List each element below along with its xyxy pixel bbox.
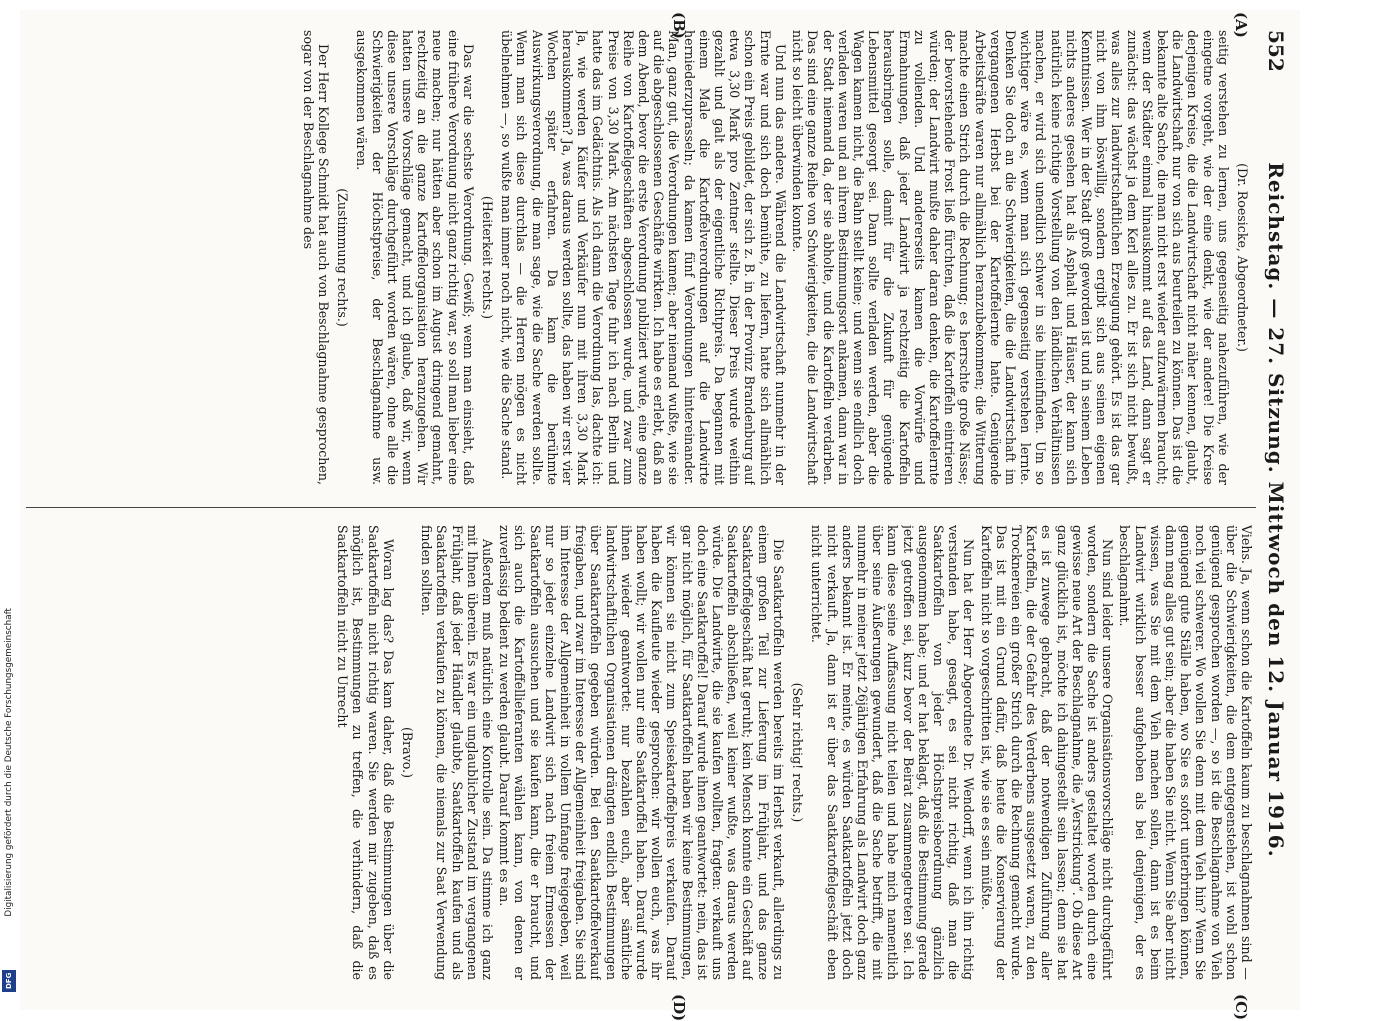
paragraph: Woran lag das? Das kam daher, daß die Bestimmungen über die Saatkartoffeln nicht richtig waren. Sie werden mir zugeben, daß es möglich ist, Bestimmungen zu treffen, die verhindern, daß die Saatkartoffeln nicht zu Unrecht — [335, 525, 396, 980]
margin-letter-d: (D) — [670, 994, 688, 1021]
paragraph: seitig verstehen zu lernen, uns gegenseitig nahezuführen, wie der eingetne vorgeht, wie der eine denkt, wie der andere! Die Kreise derjenigen Kreise, die die Landwirtschaft nicht näher kennen, glaubt, die Landwirtschaft nur von sich aus beurteilen zu können. Das ist die bekannte alte Sache, die man nicht erst wieder aufzuwärmen braucht; wenn der Städter einmal hinauskommt auf das Land, dann sagt er zunächst: das wächst ja dem Kerl alles zu. Er ist sich nicht bewußt, was alles zur landwirtschaftlichen Erzeugung gehört. Es ist das gar nicht von ihm böswillig, sondern ergibt sich aus seinen eigenen Kenntnissen. Wer in der Stadt groß geworden ist und in seinem Leben nichts anderes gesehen hat als Asphalt und Häuser, der kann sich natürlich keine richtige Vorstellung von den ländlichen Verhältnissen machen, er wird sich unendlich schwer in sie hineinfinden. Um so wichtiger wäre es, wenn man sich gegenseitig verstehen lernte. Denken Sie doch an die Schwierigkeiten, die die Landwirtschaft im vergangenen Herbst bei der Kartoffelernte hatte. Genügende Arbeitskräfte waren nur allmählich heranzubekommen; die Witterung machte einen Strich durch die Rechnung; es herrschte große Nässe; der bevorstehende Frost ließ fürchten, daß die Kartoffeln eintrieren würden; der Landwirt mußte daher daran denken, die Kartoffelernte zu vollenden. Und andererseits kamen die Vorwürfe und Ermahnungen, daß jeder Landwirt ja rechtzeitig die Kartoffeln herausbringen solle, damit für die Zukunft für genügende Lebensmittel gesorgt sei. Dann sollte verladen werden, aber die Wagen kamen nicht, die Bahn stellt keine; und wenn sie endlich doch verladen waren und an ihrem Bestimmungsort ankamen, dann war in der Stadt niemand da, der sie abholte, und die Kartoffeln verdarben. Das sind eine ganze Reihe von Schwierigkeiten, die die Landwirtschaft nicht so leicht überwinden konnte. — [790, 30, 1231, 485]
paragraph: Und nun das andere. Während die Landwirtschaft nunmehr in der Ernte war und sich doch bemühte, zu liefern, hatte sich allmählich schon ein Preis gebildet, der sich z. B. in der Provinz Brandenburg auf etwa 3,30 Mark pro Zentner stellte. Dieser Preis wurde weithin gezahlt und galt als der eigentliche Richtpreis. Da begannen mit einem Male die Kartoffelverordnungen auf die Landwirte herniederzuprasseln; da kamen fünf Verordnungen hintereinander. Man, ganz gut, die Verordnungen kamen; aber niemand wußte, wie sie auf die abgeschlossenen Geschäfte wirkten. Ich habe es erlebt, daß an dem Abend, bevor die erste Verordnung publiziert wurde, eine ganze Reihe von Kartoffelgeschäften abgeschlossen wurde, und zwar zum Preise von 3,30 Mark. Am nächsten Tage fuhr ich nach Berlin und hatte das im Gedächtnis. Als ich dann die Verordnung las, dachte ich: Ja, wie werden Käufer und Verkäufer nun mit ihren 3,30 Mark herauskommen? Ja, was daraus werden sollte, das haben wir erst vier Wochen später erfahren. Da kam die berühmte Auswirkungsverordnung, die man sage, wie die Sache werden sollte. Wenn man sich diese durchlas — die Herren mögen es nicht übelnehmen —, so wußte man immer noch nicht, wie die Sache stand. — [499, 30, 788, 485]
right-column — [14, 525, 1254, 980]
interjection: (Heiterkeit rechts.) — [480, 195, 496, 320]
interjection: (Sehr richtig! rechts.) — [790, 682, 806, 823]
margin-letter-a: (A) — [1232, 12, 1250, 38]
page-number: 552 — [1264, 30, 1288, 72]
column-divider — [26, 507, 1256, 508]
paragraph: Nun sind leider unsere Organisationsvorschläge nicht durchgeführt worden, sondern die Sache ist anders gestaltet worden durch eine gewisse neue Art der Beschlagnahme, die „Verstrickung“. Ob diese Art ganz glücklich ist, möchte ich dahingestellt sein lassen; denn sie hat es ist zuwege gebracht, daß der notwendigen Zuführung aller Kartoffeln, die der Gefahr des Verderbens ausgesetzt waren, zu den Trocknereien ein großer Strich durch die Rechnung gemacht wurde. Das ist mit ein Grund dafür, daß heute die Konservierung der Kartoffeln nicht so vorgeschritten ist, wie sie es sein müßte. — [978, 525, 1116, 980]
margin-letter-c: (C) — [1232, 994, 1250, 1021]
paragraph: Nun hat der Herr Abgeordnete Dr. Wendorff, wenn ich ihn richtig verstanden habe, gesagt, es sei nicht richtig, daß man die Saatkartoffeln von jeder Höchstpreisbeordnung gänzlich ausgenommen habe; und er hat beklagt, daß die Bestimmung gerade jetzt getroffen sei, kurz bevor der Beirat zusammengetreten sei. Ich kann diese seine Auffassung nicht teilen und habe mich namentlich über seine Äußerungen gewundert, daß die Sache betrifft, die mit nunmehr in meiner jetzt 26jährigen Erfahrung als Landwirt doch ganz anders bekannt ist. Er meinte, es würden Saatkartoffeln jetzt doch nicht verkauft. Ja, dann ist er über das Saatkartoffelgeschäft eben nicht unterrichtet. — [809, 525, 977, 980]
paragraph: Das war die sechste Verordnung. Gewiß; wenn man einsieht, daß eine frühere Verordnung nicht ganz richtig war, so soll man lieber eine neue machen; nur hätten aber schon im August dringend gemahnt, rechtzeitig an die ganze Kartoffelorganisation heranzugehen. Wir hatten unsere Vorschläge gemacht, und ich glaube, daß wir, wenn diese unsere Vorschläge durchgeführt worden wären, ohne alle die Schwierigkeiten der Höchstpreise, der Beschlagnahme usw. ausgekommen wären. — [354, 30, 476, 485]
paragraph: Außerdem muß natürlich eine Kontrolle sein. Da stimme ich ganz mit Ihnen überein. Es war ein unglaublicher Zustand im vergangenen Frühjahr, daß jeder Händler glaubte, Saatkartoffeln kaufen und als Saatkartoffeln verkaufen zu können, die niemals zur Saat Verwendung finden sollten. — [419, 525, 496, 980]
page-header — [1258, 30, 1292, 990]
margin-letter-b: (B) — [670, 12, 688, 39]
newspaper-page — [20, 10, 1300, 1021]
page-title: Reichstag. — 27. Sitzung. Mittwoch den 12. Januar 1916. — [1264, 162, 1288, 858]
interjection: (Bravo.) — [400, 726, 416, 779]
dfg-logo: DFG — [2, 970, 16, 992]
interjection: (Zustimmung rechts.) — [335, 188, 351, 327]
paragraph: Viehs. Ja, wenn schon die Kartoffeln kaum zu beschlagnahmen sind — über die Schwierigkeiten, die dem entgegenstehen, ist wohl schon genügend gesprochen worden —, so ist die Beschlagnahme von Vieh noch viel schwerer. Wo wollen Sie denn mit dem Vieh hin? Wenn Sie genügend gute Ställe haben, wo Sie es sofort unterbringen können, dann mag alles gut sein; aber die haben Sie nicht. Wenn Sie aber nicht wissen, was Sie mit dem Vieh machen sollen, dann ist es beim Landwirt wirklich besser aufgehoben als bei denjenigen, der es beschlagnahmt. — [1117, 525, 1254, 980]
paragraph: Die Saatkartoffeln werden bereits im Herbst verkauft, allerdings zu einem großen Teil zur Lieferung im Frühjahr, und das ganze Saatkartoffelgeschäft hat geruht; kein Mensch konnte ein Geschäft auf Saatkartoffeln abschließen, weil keiner wußte, was daraus werden würde. Die Landwirte, die sie kaufen wollten, fragten: verkauft uns doch eine Saatkartoffel! Darauf wurde ihnen geantwortet: nein, das ist gar nicht möglich, für Saatkartoffeln haben wir keine Bestimmungen, wir können sie nicht zum Speisekartoffelpreis verkaufen. Darauf haben die Kaufleute wieder gesprochen: wir wollen euch, was ihr haben wollt; wir wollen nur eine Saatkartoffel haben. Darauf wurde ihnen wieder geantwortet: nur bezahlen euch, aber sämtliche landwirtschaftlichen Organisationen drängten endlich Bestimmungen über Saatkartoffeln gegeben würden. Bei den Saatkartoffelverkauf freigaben, und zwar im Interesse der Allgemeinheit freigaben. Sie sind im Interesse der Allgemeinheit in vollem Umfange freigegeben, weil nur so jeder einzelne Landwirt sich nach freiem Ermessen der Saatkartoffeln aussuchen und sie kaufen kann, die er braucht, und sich auch die Kartoffellieferanten wählen kann, von denen er zuverlässig bedient zu werden glaubt. Darauf kommt es an. — [497, 525, 786, 980]
left-column — [14, 30, 1254, 485]
digitization-credit: Digitalisierung gefördert durch die Deutsche Forschungsgemeinschaft — [4, 608, 14, 917]
speaker-note: (Dr. Roesicke, Abgeordneter.) — [1235, 163, 1250, 352]
paragraph: Der Herr Kollege Schmidt hat auch von Beschlagnahme gesprochen, sogar von der Beschlagnahme des — [300, 30, 332, 485]
